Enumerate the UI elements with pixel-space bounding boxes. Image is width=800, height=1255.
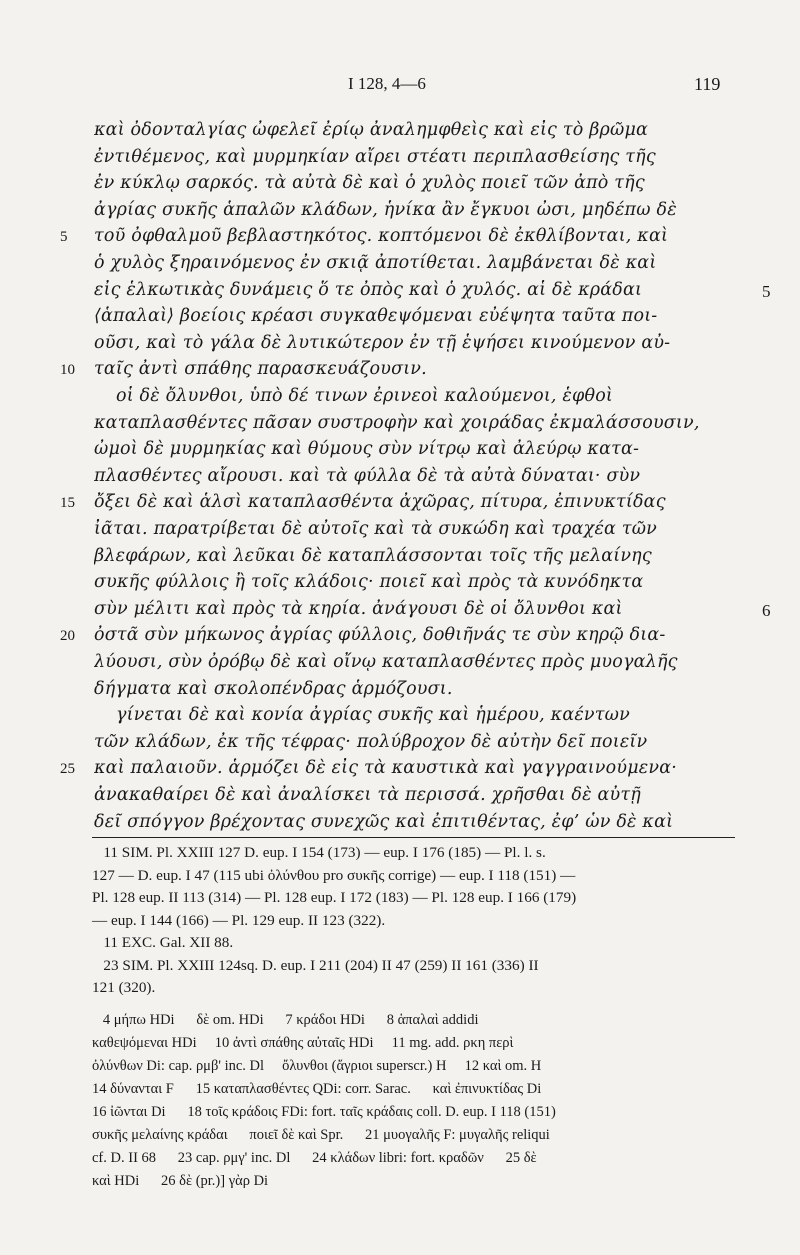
greek-text: καταπλασθέντες πᾶσαν συστροφὴν καὶ χοιράδας ἐκμαλάσσουσιν, <box>94 412 700 433</box>
greek-text: δεῖ σπόγγον βρέχοντας συνεχῶς καὶ ἐπιτιθέντας, ἐφ’ ὧν δὲ καὶ <box>94 811 674 832</box>
source-line: — eup. I 144 (166) — Pl. 129 eup. II 123 (322). <box>92 911 386 929</box>
greek-text: ὠμοὶ δὲ μυρμηκίας καὶ θύμους σὺν νίτρῳ καὶ ἀλεύρῳ κατα- <box>94 439 640 460</box>
footnote-rule <box>92 837 735 838</box>
text-line <box>0 413 800 439</box>
greek-text: ἰᾶται. παρατρίβεται δὲ αὐτοῖς καὶ τὰ συκώδη καὶ τραχέα τῶν <box>94 519 658 539</box>
text-line <box>0 306 800 332</box>
greek-text: ⟨ἁπαλαὶ⟩ βοείοις κρέασι συγκαθεψόμεναι εὐέψητα ταῦτα ποι- <box>94 306 658 327</box>
greek-text: γίνεται δὲ καὶ κονία ἀγρίας συκῆς καὶ ἡμέρου, καέντων <box>116 705 630 726</box>
text-line <box>0 519 800 545</box>
section-number: 5 <box>762 281 771 301</box>
greek-text: ἀνακαθαίρει δὲ καὶ ἀναλίσκει τὰ περισσά. χρῆσθαι δὲ αὐτῇ <box>94 785 641 805</box>
page-number: 119 <box>694 74 721 94</box>
line-number: 15 <box>60 495 75 512</box>
greek-text: σὺν μέλιτι καὶ πρὸς τὰ κηρία. ἀνάγουσι δὲ οἱ ὄλυνθοι καὶ <box>94 598 623 619</box>
source-line: 121 (320). <box>92 979 156 996</box>
apparatus-line: καὶ HDi 26 δὲ (pr.)] γὰρ Di <box>92 1173 269 1189</box>
text-line <box>0 253 800 279</box>
apparatus-line: 4 μήπω HDi δὲ om. HDi 7 κράδοι HDi 8 ἁπαλαὶ addidi <box>92 1012 479 1028</box>
text-line <box>0 120 800 146</box>
greek-text: οῦσι, καὶ τὸ γάλα δὲ λυτικώτερον ἐν τῇ ἑψήσει κινούμενον αὐ- <box>94 332 671 353</box>
text-line <box>0 333 800 359</box>
running-head: I 128, 4—6 <box>348 74 426 93</box>
apparatus-line: καθεψόμεναι HDi 10 ἀντὶ σπάθης αὐταῖς HDi 11 mg. add. ρκη περὶ <box>92 1035 514 1051</box>
text-line <box>0 546 800 572</box>
text-line <box>0 572 800 598</box>
greek-text: τῶν κλάδων, ἐκ τῆς τέφρας· πολύβροχον δὲ αὐτὴν δεῖ ποιεῖν <box>94 731 648 752</box>
text-line <box>0 466 800 492</box>
greek-text: ταῖς ἀντὶ σπάθης παρασκευάζουσιν. <box>94 359 427 380</box>
line-number: 5 <box>60 229 68 246</box>
apparatus-line: συκῆς μελαίνης κράδαι ποιεῖ δὲ καὶ Spr. 21 μυογαλῆς F: μυγαλῆς reliqui <box>92 1127 550 1143</box>
greek-text: ἀγρίας συκῆς ἁπαλῶν κλάδων, ἡνίκα ἂν ἔγκυοι ὦσι, μηδέπω δὲ <box>94 199 677 220</box>
apparatus-line: ὀλύνθων Di: cap. ρμβ' inc. Dl ὄλυνθοι (ἄγριοι superscr.) H 12 καὶ om. H <box>92 1058 542 1074</box>
greek-text: καὶ ὀδονταλγίας ὠφελεῖ ἐρίῳ ἀναλημφθεὶς καὶ εἰς τὸ βρῶμα <box>94 120 649 140</box>
text-line <box>0 625 800 651</box>
text-line <box>0 492 800 518</box>
source-line: 11 SIM. Pl. XXIII 127 D. eup. I 154 (173) — eup. I 176 (185) — Pl. l. s. <box>92 844 546 861</box>
section-number: 6 <box>762 600 771 620</box>
greek-text: συκῆς φύλλοις ἢ τοῖς κλάδοις· ποιεῖ καὶ πρὸς τὰ κυνόδηκτα <box>94 572 644 593</box>
line-number: 25 <box>60 761 75 778</box>
text-line <box>0 758 800 784</box>
greek-text: πλασθέντες αἴρουσι. καὶ τὰ φύλλα δὲ τὰ αὐτὰ δύναται· σὺν <box>94 465 641 486</box>
source-line: 23 SIM. Pl. XXIII 124sq. D. eup. I 211 (204) II 47 (259) II 161 (336) II <box>92 956 539 974</box>
greek-text: βλεφάρων, καὶ λεῦκαι δὲ καταπλάσσονται τοῖς τῆς μελαίνης <box>94 545 652 566</box>
text-line <box>0 200 800 226</box>
text-line <box>0 679 800 705</box>
page-header <box>0 74 800 104</box>
text-line <box>0 173 800 199</box>
apparatus-line: 16 ἰῶνται Di 18 τοῖς κράδοις FDi: fort. ταῖς κράδαις coll. D. eup. I 118 (151) <box>92 1104 556 1120</box>
greek-text: ἐντιθέμενος, καὶ μυρμηκίαν αἴρει στέατι περιπλασθείσης τῆς <box>94 146 656 167</box>
greek-text: δήγματα καὶ σκολοπένδρας ἁρμόζουσι. <box>94 678 453 699</box>
text-line <box>0 652 800 678</box>
greek-text: ὀστᾶ σὺν μήκωνος ἀγρίας φύλλοις, δοθιῆνάς τε σὺν κηρῷ δια- <box>94 625 666 646</box>
source-line: Pl. 128 eup. II 113 (314) — Pl. 128 eup. I 172 (183) — Pl. 128 eup. I 166 (179) <box>92 889 577 906</box>
greek-text: λύουσι, σὺν ὀρόβῳ δὲ καὶ οἴνῳ καταπλασθέντες πρὸς μυογαλῆς <box>94 652 678 672</box>
greek-text: οἱ δὲ ὄλυνθοι, ὑπὸ δέ τινων ἐρινεοὶ καλούμενοι, ἑφθοὶ <box>116 386 613 406</box>
source-line: 127 — D. eup. I 47 (115 ubi ὀλύνθου pro συκῆς corrige) — eup. I 118 (151) — <box>92 866 576 884</box>
text-line <box>0 439 800 465</box>
text-line <box>0 386 800 412</box>
greek-text: ἐν κύκλῳ σαρκός. τὰ αὐτὰ δὲ καὶ ὁ χυλὸς ποιεῖ τῶν ἀπὸ τῆς <box>94 173 645 194</box>
line-number: 20 <box>60 628 75 645</box>
greek-text: εἰς ἑλκωτικὰς δυνάμεις ὅ τε ὀπὸς καὶ ὁ χυλός. αἱ δὲ κράδαι <box>94 279 643 300</box>
text-line <box>0 705 800 731</box>
text-line <box>0 226 800 252</box>
apparatus-line: cf. D. II 68 23 cap. ρμγ' inc. Dl 24 κλάδων libri: fort. κραδῶν 25 δὲ <box>92 1150 537 1166</box>
text-line <box>0 732 800 758</box>
text-line <box>0 359 800 385</box>
text-line <box>0 812 800 838</box>
text-line <box>0 280 800 306</box>
line-number: 10 <box>60 362 75 379</box>
text-line <box>0 147 800 173</box>
greek-text: τοῦ ὀφθαλμοῦ βεβλαστηκότος. κοπτόμενοι δὲ ἐκθλίβονται, καὶ <box>94 226 669 247</box>
source-line: 11 EXC. Gal. XII 88. <box>92 934 234 951</box>
greek-text: ὁ χυλὸς ξηραινόμενος ἐν σκιᾷ ἀποτίθεται. λαμβάνεται δὲ καὶ <box>94 253 657 273</box>
text-line <box>0 599 800 625</box>
greek-text: καὶ παλαιοῦν. ἁρμόζει δὲ εἰς τὰ καυστικὰ καὶ γαγγραινούμενα· <box>94 758 677 779</box>
text-line <box>0 785 800 811</box>
apparatus-line: 14 δύνανται F 15 καταπλασθέντες QDi: corr. Sarac. καὶ ἐπινυκτίδας Di <box>92 1081 542 1097</box>
greek-text: ὄξει δὲ καὶ ἁλσὶ καταπλασθέντα ἀχῶρας, πίτυρα, ἐπινυκτίδας <box>94 492 666 513</box>
